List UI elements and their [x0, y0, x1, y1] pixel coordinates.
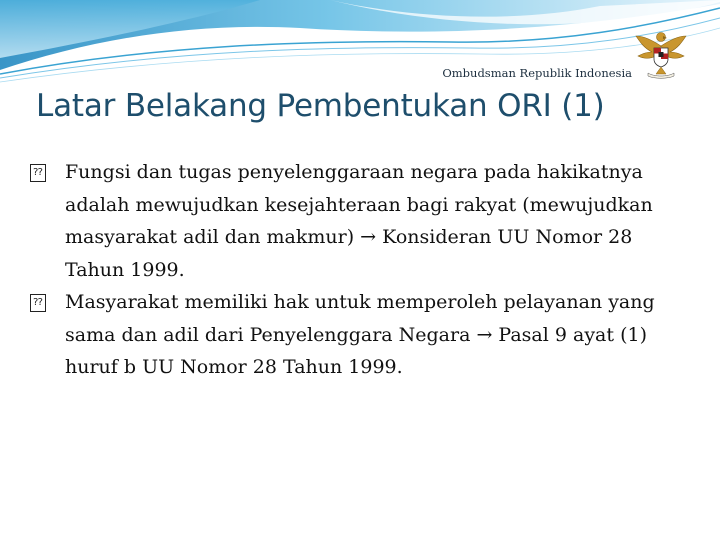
bullet-text: Fungsi dan tugas penyelenggaraan negara pada hakikatnya adalah mewujudkan kesejahteraan bagi rakyat (mewujudkan masyarakat adil dan makmur) → Konsideran UU Nomor 28 Tahun 1999.	[65, 161, 653, 281]
garuda-emblem-icon	[634, 26, 688, 80]
bullet-text: Masyarakat memiliki hak untuk memperoleh pelayanan yang sama dan adil dari Penyelenggara Negara → Pasal 9 ayat (1) huruf b UU Nomor 28 Tahun 1999.	[65, 291, 655, 378]
bullet-item	[30, 286, 690, 384]
missing-glyph-icon: ⁇	[30, 164, 46, 182]
organization-name: Ombudsman Republik Indonesia	[442, 66, 632, 80]
bullet-list	[30, 156, 690, 384]
bullet-item	[30, 156, 690, 286]
slide-title: Latar Belakang Pembentukan ORI (1)	[36, 88, 605, 124]
missing-glyph-icon: ⁇	[30, 294, 46, 312]
